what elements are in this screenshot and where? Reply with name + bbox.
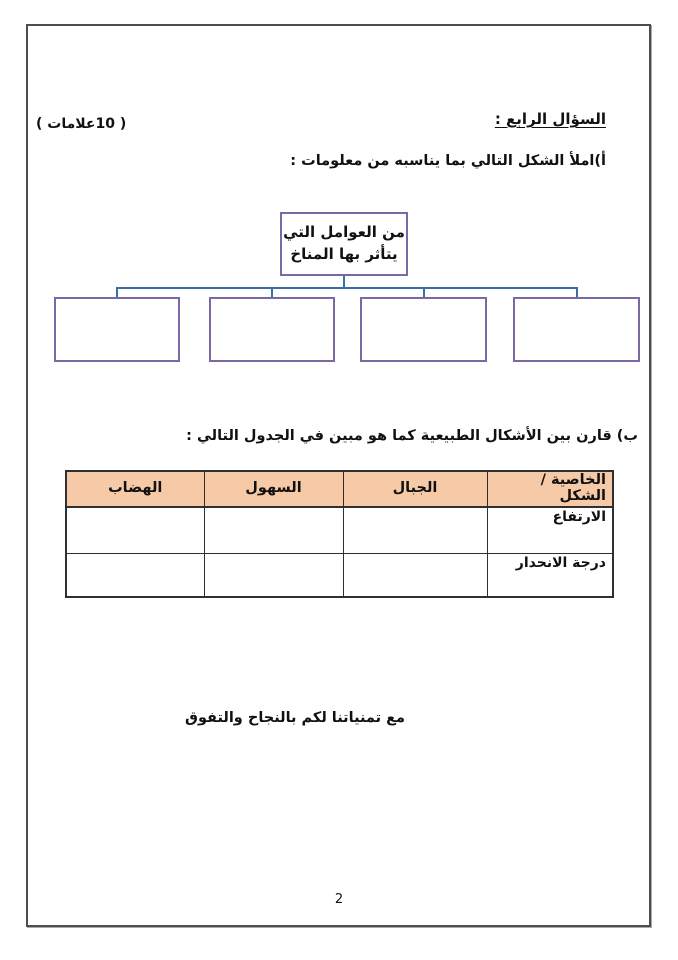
marks-label: ( 10علامات ) (36, 116, 127, 132)
table-row (66, 553, 613, 597)
header-plateaus: الهضاب (66, 471, 204, 507)
answer-cell-slope-plateaus[interactable] (66, 553, 204, 597)
diagram-answer-box-3[interactable] (360, 297, 487, 362)
header-plains: السهول (204, 471, 343, 507)
answer-cell-elevation-plateaus[interactable] (66, 507, 204, 553)
answer-cell-slope-mountains[interactable] (343, 553, 487, 597)
diagram-root-line2: يتأثر بها المناخ (290, 245, 398, 263)
row-label-elevation: الارتفاع (487, 507, 613, 553)
answer-cell-slope-plains[interactable] (204, 553, 343, 597)
header-mountains: الجبال (343, 471, 487, 507)
answer-cell-elevation-plains[interactable] (204, 507, 343, 553)
comparison-table (65, 470, 614, 598)
diagram-answer-box-2[interactable] (209, 297, 335, 362)
diagram-root-line1: من العوامل التي (283, 223, 405, 242)
diagram-root-box (280, 212, 408, 276)
table-row (66, 507, 613, 553)
row-label-slope-degree: درجة الانحدار (487, 553, 613, 597)
section-a-prompt: أ)املأ الشكل التالي بما يناسبه من معلومات : (290, 153, 606, 169)
section-b-prompt: ب) قارن بين الأشكال الطبيعية كما هو مبين في الجدول التالي : (186, 428, 638, 444)
diagram-answer-box-4[interactable] (513, 297, 640, 362)
diagram-answer-box-1[interactable] (54, 297, 180, 362)
answer-cell-elevation-mountains[interactable] (343, 507, 487, 553)
success-wish-text: مع تمنياتنا لكم بالنجاح والتفوق (184, 710, 405, 726)
question-title: السؤال الرابع : (494, 110, 606, 128)
header-characteristic: الخاصية / الشكل (487, 471, 613, 507)
table-header-row (66, 471, 613, 507)
comparison-table-wrap (65, 470, 614, 598)
page-number: 2 (334, 892, 344, 907)
